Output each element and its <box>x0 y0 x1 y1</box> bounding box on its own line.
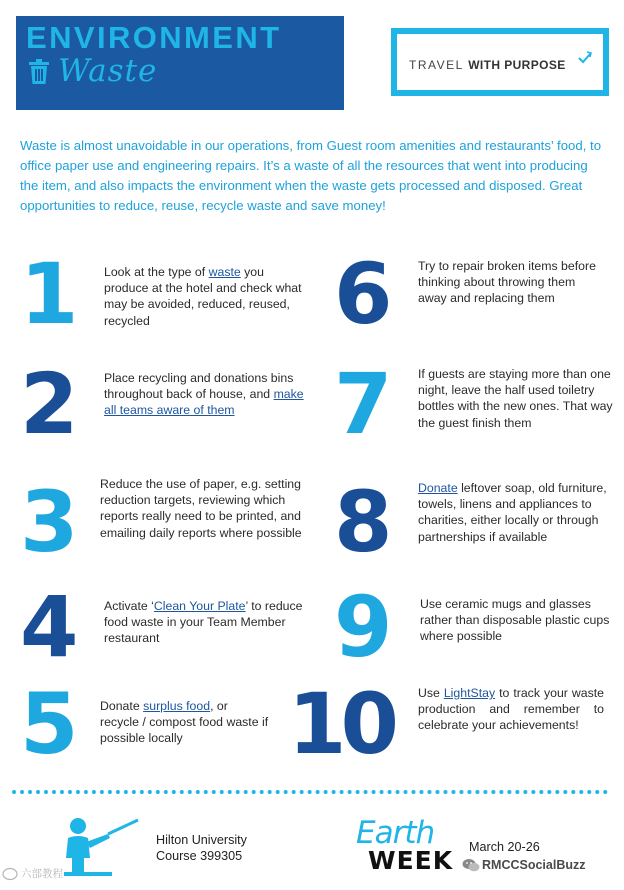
page-title: ENVIRONMENT <box>26 20 282 55</box>
week-word: WEEK <box>368 846 454 875</box>
intro-paragraph: Waste is almost unavoidable in our operations, from Guest room amenities and restaurants’ food, to office paper use and engineering repairs. It’s a waste of all the resources that went into producing the item, and also impacts the environment when the waste gets processed and disposed. Great opportunities to reduce, reuse, recycle waste and save money! <box>20 138 602 213</box>
surplus-food-link[interactable]: surplus food <box>143 699 211 713</box>
earth-week-logo <box>356 815 456 878</box>
tip-4-text-b: ’ to reduce food waste in your Team Member restaurant <box>104 599 303 646</box>
course-info <box>156 832 247 864</box>
tip-number-3: 3 <box>20 473 75 571</box>
tip-1-text-b: you produce at the hotel and check what may be avoided, reduced, reused, recycled <box>104 265 302 328</box>
lightstay-link[interactable]: LightStay <box>443 686 496 700</box>
tip-text-5 <box>100 698 270 747</box>
event-dates: March 20-26 <box>469 840 540 854</box>
tip-text-3: Reduce the use of paper, e.g. setting reduction targets, reviewing which reports really need to be printed, and emailing daily reports where possible <box>100 477 302 540</box>
tip-10-text-a: Use <box>418 686 444 700</box>
clean-your-plate-link[interactable]: Clean Your Plate <box>153 599 246 613</box>
watermark-logo-icon <box>2 867 18 881</box>
tip-number-4: 4 <box>20 578 75 676</box>
tip-text-4 <box>104 598 308 647</box>
logo-travel-text: TRAVEL <box>409 58 464 72</box>
tip-1-text-a: Look at the type of <box>104 265 209 279</box>
tip-number-1: 1 <box>20 245 75 343</box>
tip-10-text-b: to track your waste production and remember to celebrate your achievements! <box>418 686 604 733</box>
watermark-left <box>2 866 63 881</box>
tip-4-text-a: Activate ‘ <box>104 599 154 613</box>
subtitle-row <box>28 53 158 89</box>
tip-number-8: 8 <box>334 473 389 571</box>
tip-text-1 <box>104 264 308 329</box>
tip-text-8 <box>418 480 618 545</box>
logo-purpose-text: WITH PURPOSE <box>468 58 566 72</box>
tip-5-text-a: Donate <box>100 699 144 713</box>
course-line-2: Course 399305 <box>156 849 243 863</box>
earth-word: Earth <box>356 815 435 851</box>
course-line-1: Hilton University <box>156 833 247 847</box>
tip-text-6: Try to repair broken items before thinking about throwing them away and replacing them <box>418 259 596 306</box>
presenter-icon <box>64 814 140 876</box>
tip-2-text-a: Place recycling and donations bins throughout back of house, and <box>104 371 294 402</box>
tip-text-9: Use ceramic mugs and glasses rather than disposable plastic cups where possible <box>420 597 610 644</box>
tip-number-10: 10 <box>288 675 393 773</box>
tip-text-10 <box>418 685 604 734</box>
tip-number-9: 9 <box>334 578 389 676</box>
trash-icon <box>28 59 50 85</box>
tip-text-7: If guests are staying more than one night, leave the half used toiletry bottles with the new ones. That way the guest finish them <box>418 367 613 430</box>
page-subtitle: Waste <box>58 53 158 89</box>
donate-link[interactable]: Donate <box>418 481 458 495</box>
watermark-left-text: 六部教程 <box>21 868 63 880</box>
wechat-icon <box>462 858 478 872</box>
logo-checkmark-icon <box>577 50 593 66</box>
tip-5-text-b: , or recycle / compost food waste if possible locally <box>100 699 269 746</box>
tip-8-text-b: leftover soap, old furniture, towels, linens and appliances to charities, either locally or through partnerships if available <box>418 481 607 544</box>
tip-number-5: 5 <box>20 675 75 773</box>
watermark-right-text: RMCCSocialBuzz <box>482 858 586 872</box>
dotted-divider <box>12 790 608 794</box>
logo-text <box>409 58 566 72</box>
make-all-teams-aware-link[interactable]: make all teams aware of them <box>104 387 304 418</box>
waste-link[interactable]: waste <box>208 265 241 279</box>
tip-number-6: 6 <box>334 245 389 343</box>
watermark-right <box>462 858 585 872</box>
tip-number-7: 7 <box>334 355 389 453</box>
travel-with-purpose-logo <box>391 28 609 96</box>
tip-text-2 <box>104 370 308 419</box>
title-banner <box>16 16 344 110</box>
tip-number-2: 2 <box>20 355 75 453</box>
